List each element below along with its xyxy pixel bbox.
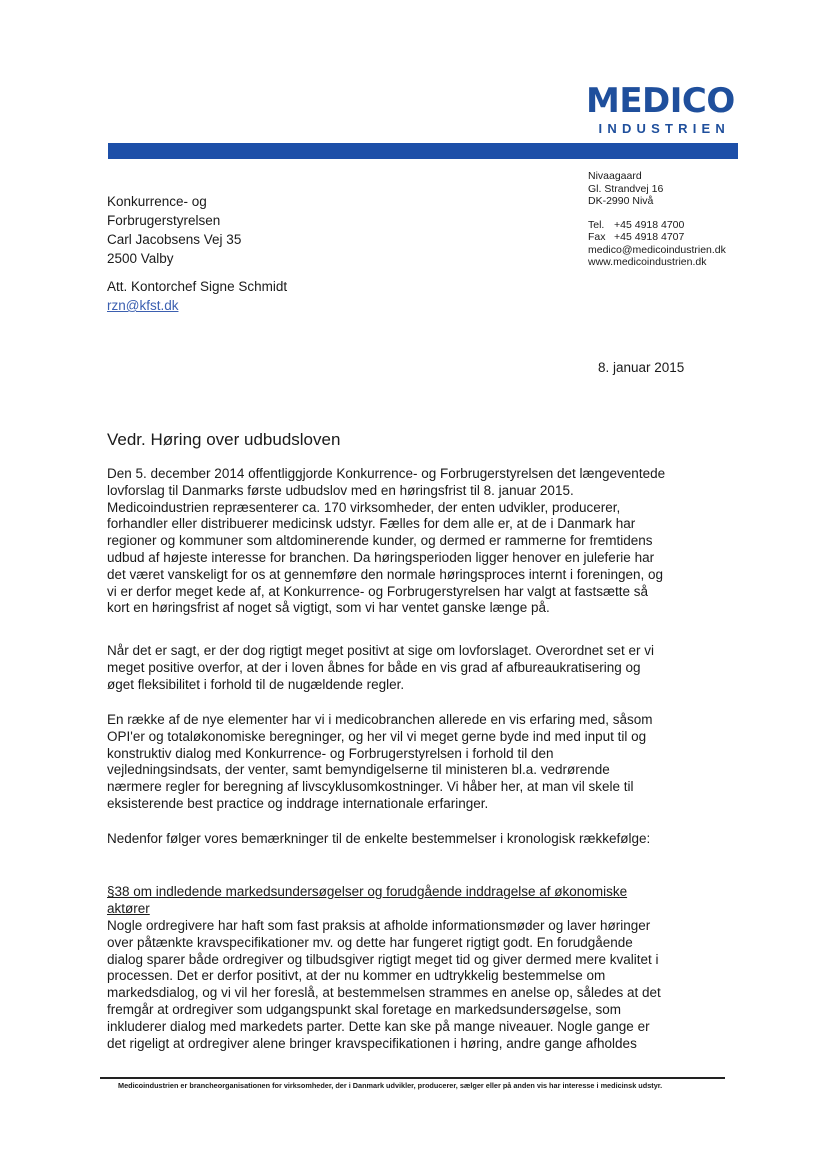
logo-wordmark: MEDICO — [586, 81, 735, 121]
section-paragraph: Nogle ordregivere har haft som fast praksis at afholde informationsmøder og laver høringer over påtænkte kravspecifikationer mv. og dette har fungeret rigtigt godt. En forudgående dialog sparer både ordregiver og tilbudsgiver rigtigt meget tid og giver dermed mere kvalitet i processen. Det er derfor positivt, at der nu kommer en udtrykkelig bestemmelse om markedsdialog, og vi vil her foreslå, at bestemmelsen strammes en anelse op, således at det fremgår at ordregiver som udgangspunkt skal foretage en markedsundersøgelse, som inkluderer dialog med markedets parter. Dette kan ske på mange niveauer. Nogle gange er det rigeligt at ordregiver alene bringer kravspecifikationen i høring, andre gange afholdes — [107, 918, 661, 1051]
sender-fax: Fax +45 4918 4707 — [588, 231, 685, 243]
sender-line: Nivaagaard — [588, 170, 642, 182]
recipient-line: 2500 Valby — [107, 251, 174, 266]
sender-web[interactable]: www.medicoindustrien.dk — [588, 256, 707, 268]
body-paragraph: Når det er sagt, er der dog rigtigt meget positivt at sige om lovforslaget. Overordnet set er vi meget positive overfor, at der i loven åbnes for både en vis grad af afbureaukratisering og øget fleksibilitet i forhold til de nugældende regler. — [107, 643, 655, 692]
body-paragraph: Den 5. december 2014 offentliggjorde Konkurrence- og Forbrugerstyrelsen det længeventede lovforslag til Danmarks første udbudslov med en høringsfrist til 8. januar 2015. Medicoindustrien repræsenterer ca. 170 virksomheder, der enten udvikler, producerer, forhandler eller distribuerer medicinsk udstyr. Fælles for dem alle er, at de i Danmark har regioner og kommuner som altdominerende kunder, og dermed er rammerne for fremtidens udbud af højeste interesse for branchen. Da høringsperioden ligger henover en juleferie har det været vanskeligt for os at gennemføre den normale høringsproces internt i foreningen, og vi er derfor meget kede af, at Konkurrence- og Forbrugerstyrelsen har valgt at fastsætte så kort en høringsfrist af noget så vigtigt, som vi har ventet ganske længe på. — [107, 466, 666, 616]
recipient-line: Carl Jacobsens Vej 35 — [107, 232, 242, 247]
sender-phone: Tel. +45 4918 4700 — [588, 218, 685, 231]
attention-block — [107, 277, 287, 315]
letter-subject: Vedr. Høring over udbudsloven — [107, 430, 341, 449]
header-bar — [108, 143, 738, 159]
body-paragraph: En række af de nye elementer har vi i medicobranchen allerede en vis erfaring med, såsom OPI'er og totaløkonomiske beregninger, og her vil vi meget gerne byde ind med input til og konstruktiv dialog med Konkurrence- og Forbrugerstyrelsen i forhold til den vejledningsindsats, der venter, samt bemyndigelserne til ministeren bl.a. vedrørende nærmere regler for beregning af livscyklusomkostninger. Vi håber her, at man vil skele til eksisterende best practice og inddrage internationale erfaringer. — [107, 712, 653, 811]
footer-divider — [100, 1077, 725, 1079]
attention-line: Att. Kontorchef Signe Schmidt — [107, 279, 288, 294]
sender-email[interactable]: medico@medicoindustrien.dk — [588, 243, 726, 256]
sender-line: Gl. Strandvej 16 — [588, 182, 664, 195]
body-paragraph: Nedenfor følger vores bemærkninger til de enkelte bestemmelser i kronologisk rækkefølge: — [107, 831, 651, 846]
section-heading: §38 om indledende markedsundersøgelser og forudgående inddragelse af økonomiske aktører — [107, 884, 628, 916]
recipient-email-link[interactable]: rzn@kfst.dk — [107, 298, 179, 313]
letter-date: 8. januar 2015 — [598, 360, 685, 375]
logo-subtitle: INDUSTRIEN — [598, 121, 730, 136]
recipient-line: Forbrugerstyrelsen — [107, 213, 221, 228]
sender-line: DK-2990 Nivå — [588, 195, 654, 207]
sender-address — [588, 170, 748, 269]
recipient-line: Konkurrence- og — [107, 194, 207, 209]
recipient-address — [107, 192, 241, 268]
footer-text: Medicoindustrien er brancheorganisationen for virksomheder, der i Danmark udvikler, producerer, sælger eller på anden vis har interesse i medicinsk udstyr. — [118, 1081, 663, 1090]
